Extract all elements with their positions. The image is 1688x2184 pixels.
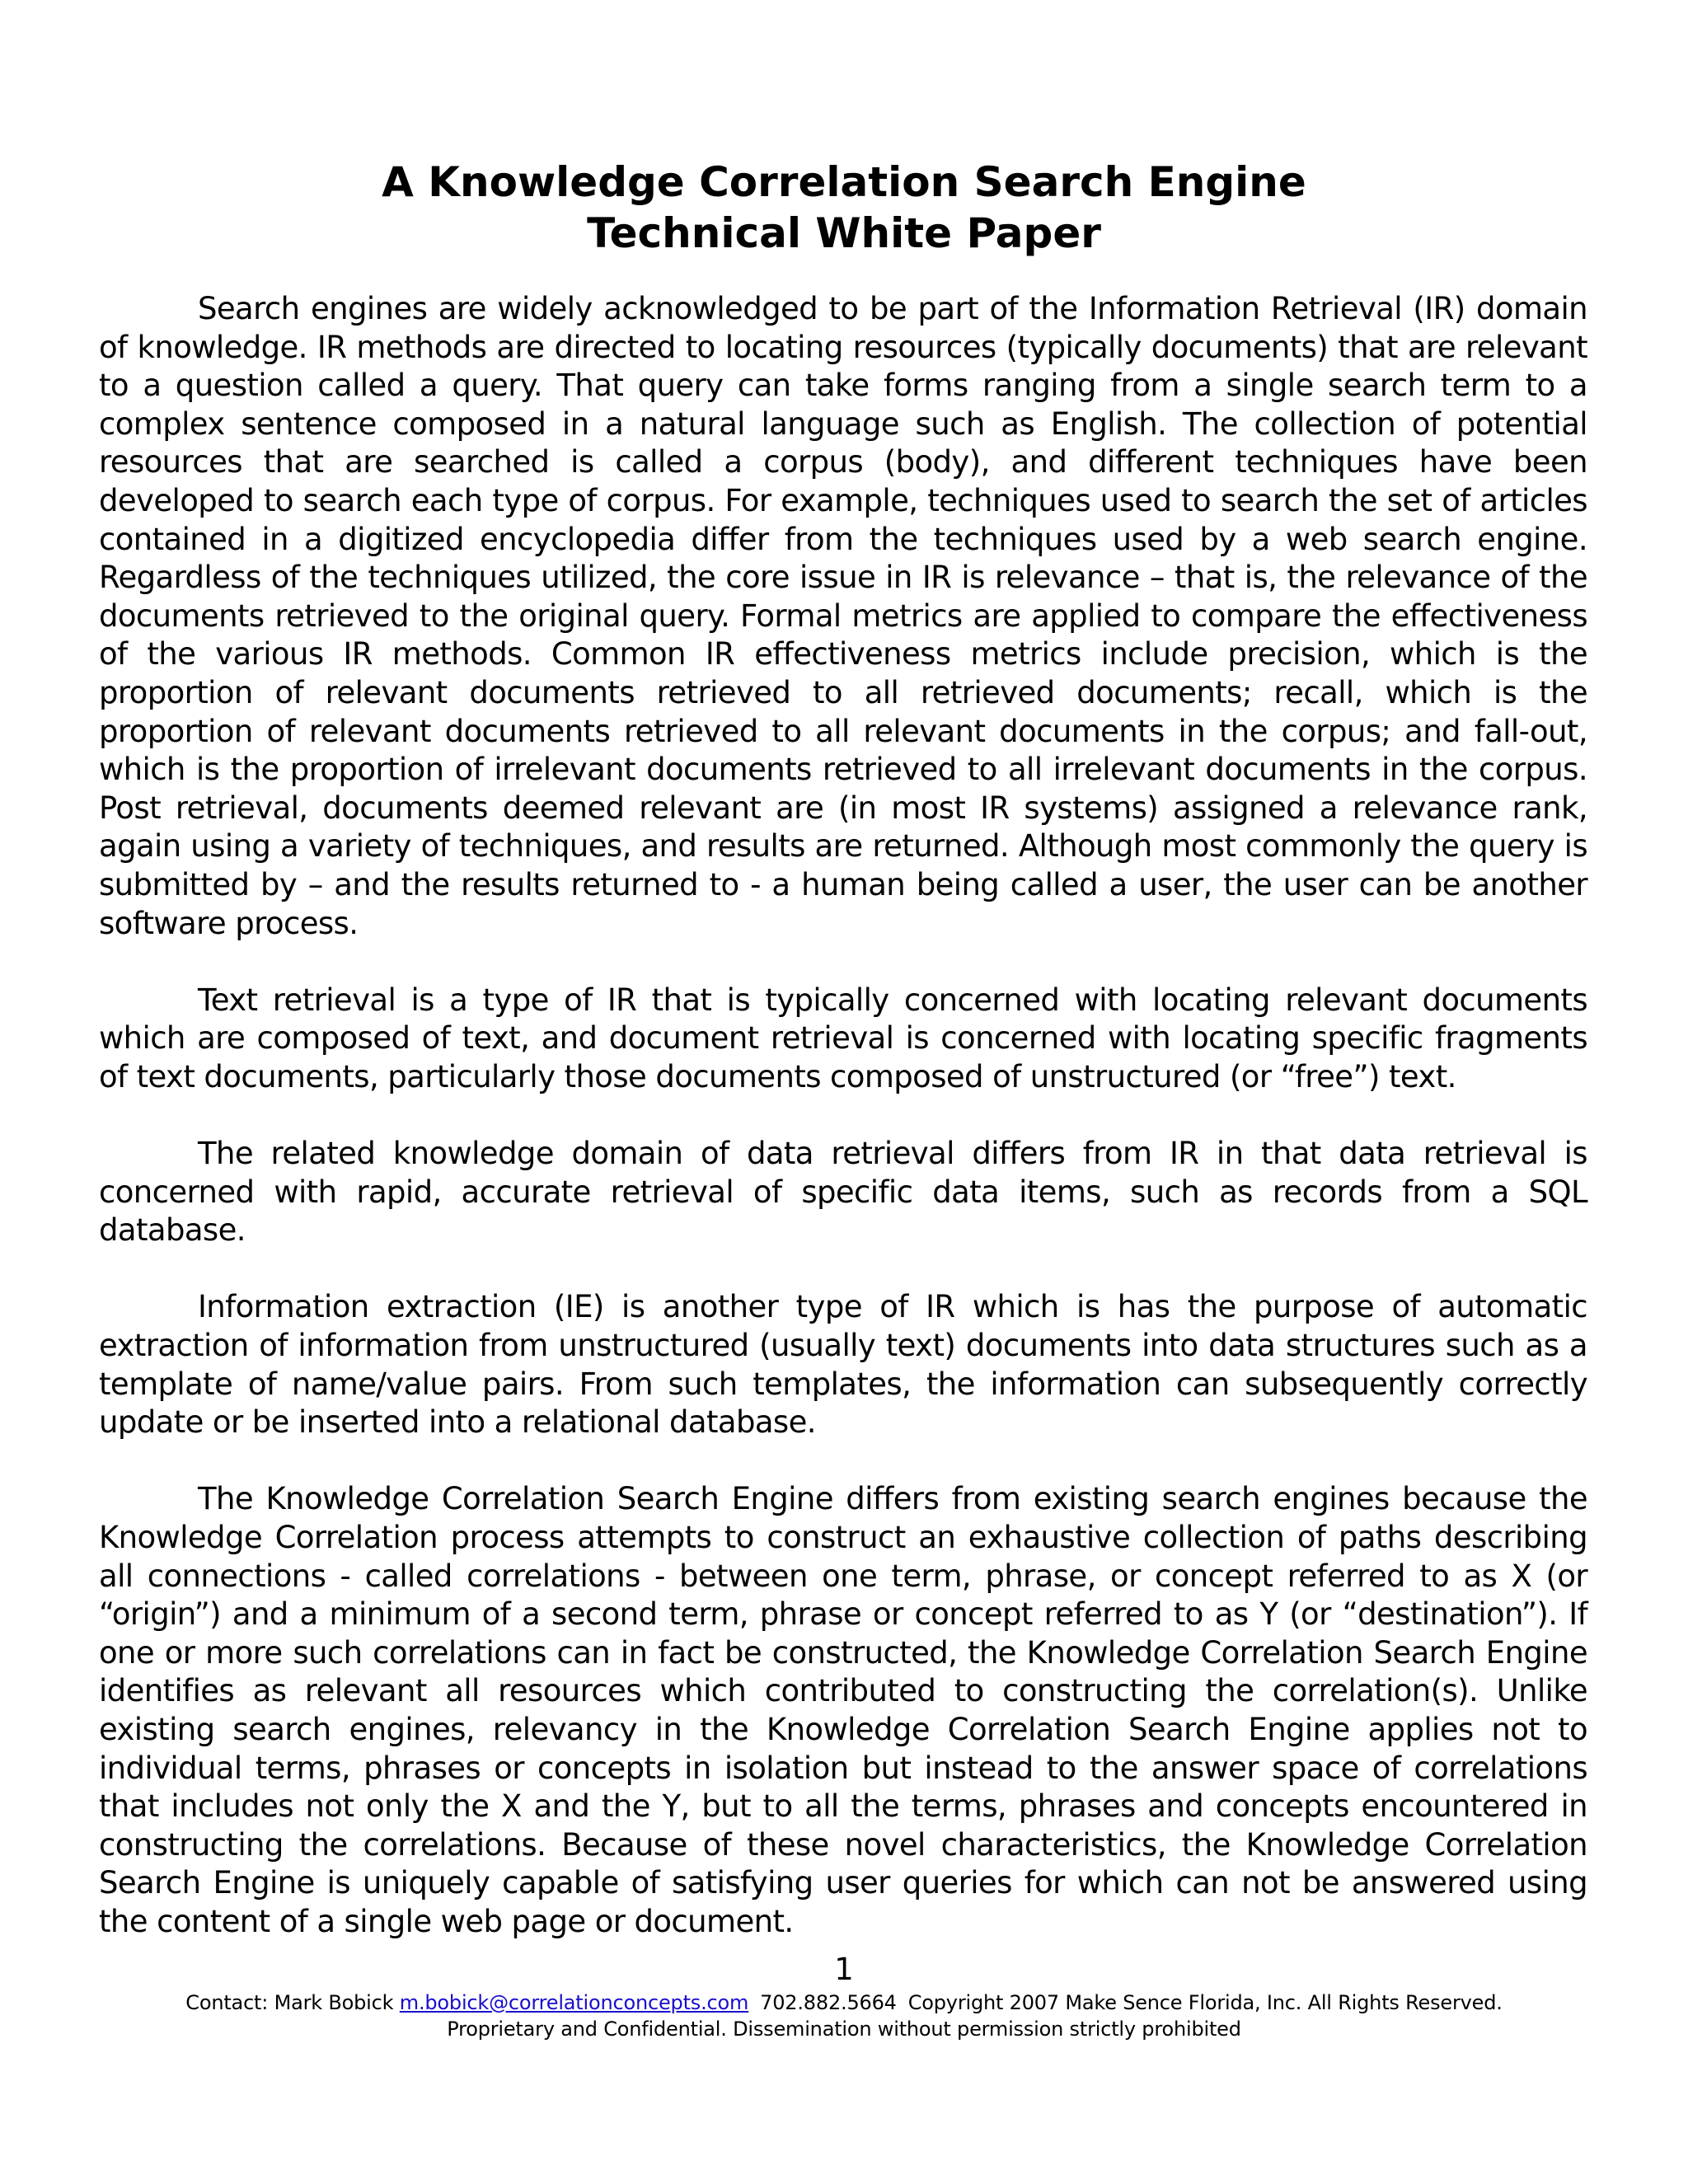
document-title — [0, 157, 1688, 259]
footer-email-link[interactable]: m.bobick@correlationconcepts.com — [399, 1991, 749, 2014]
paragraph-data-retrieval: The related knowledge domain of data retrieval differs from IR in that data retrieval is concerned with rapid, accurate retrieval of specific data items, such as records from a SQL database. — [99, 1136, 1587, 1249]
paragraph-knowledge-correlation: The Knowledge Correlation Search Engine differs from existing search engines because the Knowledge Correlation process attempts to construct an exhaustive collection of paths describing all connections - called correlations - between one term, phrase, or concept referred to as X (or “origin”) and a minimum of a second term, phrase or concept referred to as Y (or “destination”). If one or more such correlations can in fact be constructed, the Knowledge Correlation Search Engine identifies as relevant all resources which contributed to constructing the correlation(s). Unlike existing search engines, relevancy in the Knowledge Correlation Search Engine applies not to individual terms, phrases or concepts in isolation but instead to the answer space of correlations that includes not only the X and the Y, but to all the terms, phrases and concepts encountered in constructing the correlations. Because of these novel characteristics, the Knowledge Correlation Search Engine is uniquely capable of satisfying user queries for which can not be answered using the content of a single web page or document. — [99, 1481, 1587, 1939]
title-line-2: Technical White Paper — [587, 209, 1101, 257]
page-footer — [0, 1990, 1688, 2042]
footer-contact-line — [0, 1990, 1688, 2016]
document-body — [99, 290, 1587, 1942]
paragraph-ir-overview: Search engines are widely acknowledged to be part of the Information Retrieval (IR) domain of knowledge. IR methods are directed to locating resources (typically documents) that are relevant to a question called a query. That query can take forms ranging from a single search term to a complex sentence composed in a natural language such as English. The collection of potential resources that are searched is called a corpus (body), and different techniques have been developed to search each type of corpus. For example, techniques used to search the set of articles contained in a digitized encyclopedia differ from the techniques used by a web search engine. Regardless of the techniques utilized, the core issue in IR is relevance – that is, the relevance of the documents retrieved to the original query. Formal metrics are applied to compare the effectiveness of the various IR methods. Common IR effectiveness metrics include precision, which is the proportion of relevant documents retrieved to all retrieved documents; recall, which is the proportion of relevant documents retrieved to all relevant documents in the corpus; and fall-out, which is the proportion of irrelevant documents retrieved to all irrelevant documents in the corpus. Post retrieval, documents deemed relevant are (in most IR systems) assigned a relevance rank, again using a variety of techniques, and results are returned. Although most commonly the query is submitted by – and the results returned to - a human being called a user, the user can be another software process. — [99, 291, 1587, 941]
footer-copyright: Copyright 2007 Make Sence Florida, Inc. All Rights Reserved. — [907, 1991, 1503, 2014]
title-line-1: A Knowledge Correlation Search Engine — [382, 158, 1306, 206]
footer-contact-label: Contact: Mark Bobick — [185, 1991, 394, 2014]
footer-confidential-line: Proprietary and Confidential. Dissemination without permission strictly prohibited — [447, 2018, 1241, 2041]
paragraph-text-retrieval: Text retrieval is a type of IR that is typically concerned with locating relevant documents which are composed of text, and document retrieval is concerned with locating specific fragments of text documents, particularly those documents composed of unstructured (or “free”) text. — [99, 982, 1587, 1094]
page-number: 1 — [834, 1952, 854, 1987]
footer-phone: 702.882.5664 — [760, 1991, 897, 2014]
paragraph-information-extraction: Information extraction (IE) is another type of IR which is has the purpose of automatic extraction of information from unstructured (usually text) documents into data structures such as a template of name/value pairs. From such templates, the information can subsequently correctly update or be inserted into a relational database. — [99, 1289, 1587, 1441]
